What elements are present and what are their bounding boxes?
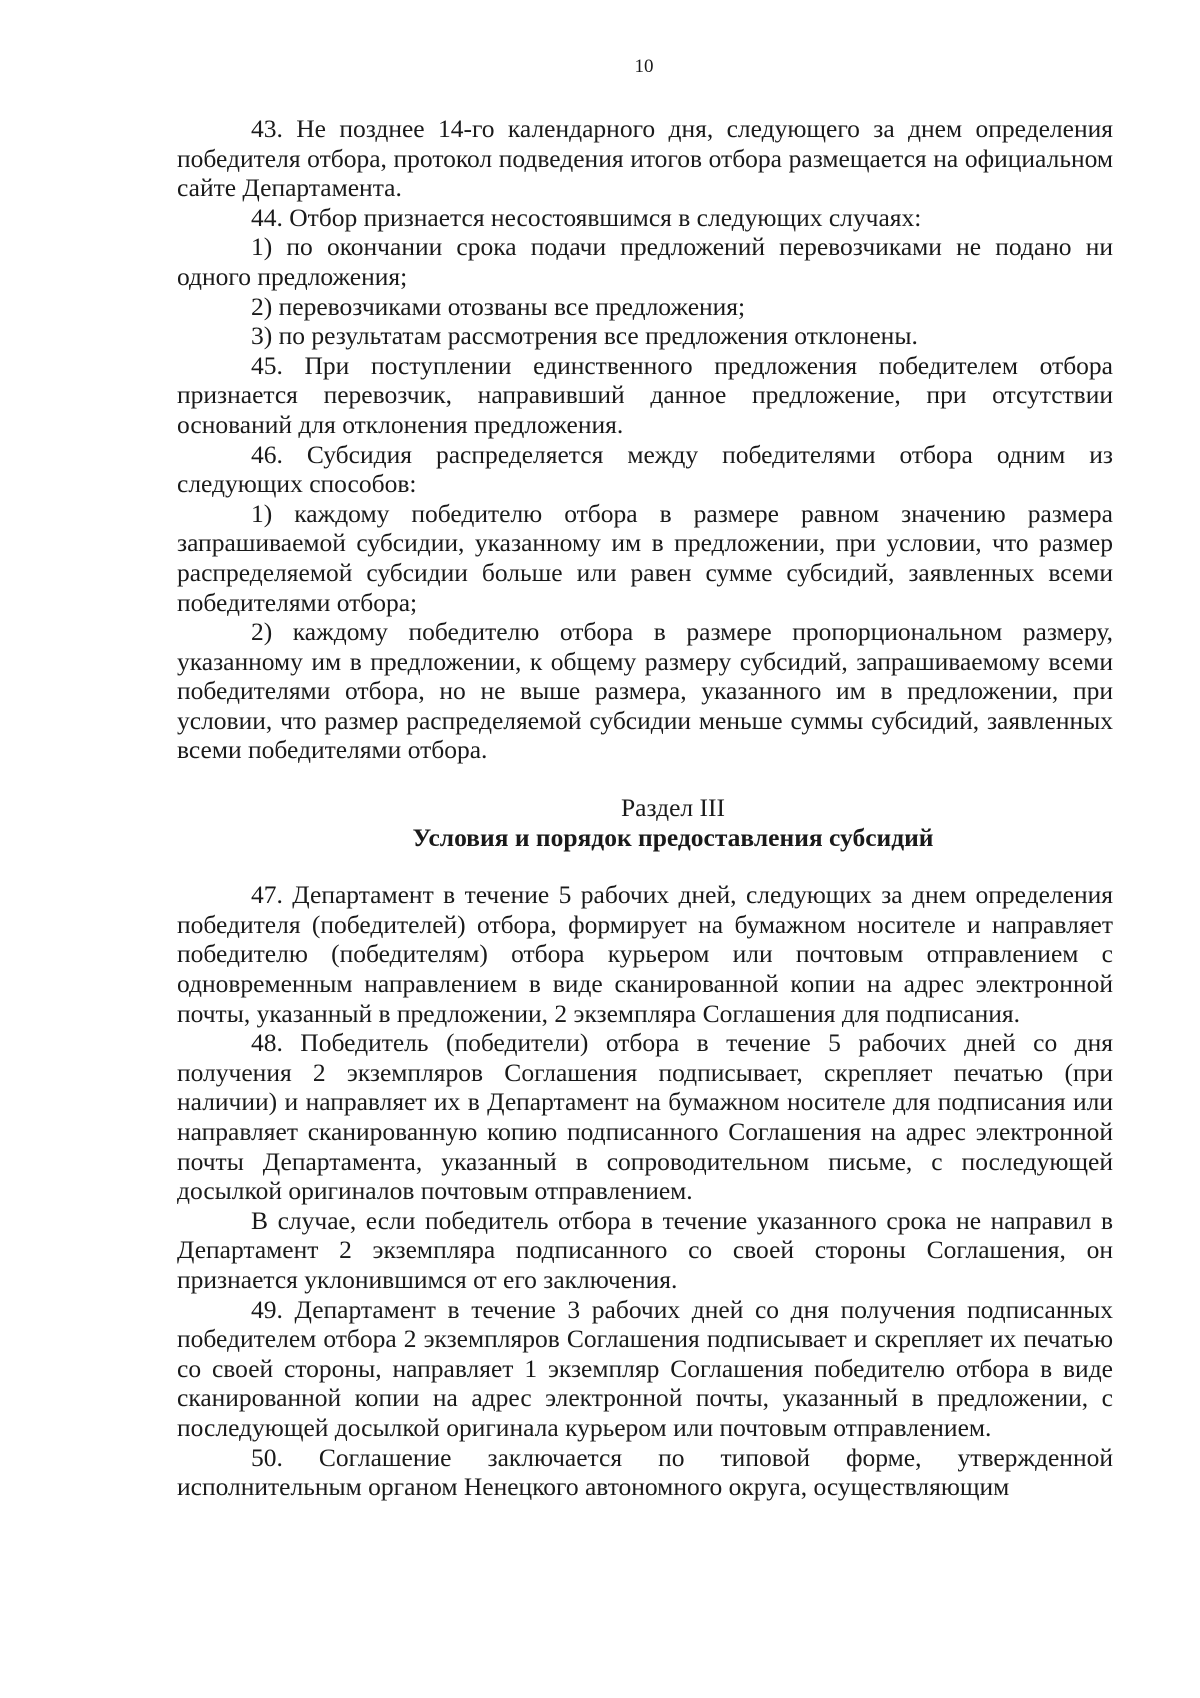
page-number: 10 — [634, 56, 654, 77]
paragraph-50: 50. Соглашение заключается по типовой форме, утвержденной исполнительным органом Ненецкого автономного округа, осуществляющим — [177, 1442, 1113, 1502]
paragraph-46: 46. Субсидия распределяется между победителями отбора одним из следующих способов: — [177, 439, 1113, 499]
paragraph-44-item-3: 3) по результатам рассмотрения все предложения отклонены. — [251, 321, 918, 351]
paragraph-45: 45. При поступлении единственного предложения победителем отбора признается перевозчик, направивший данное предложение, при отсутствии оснований для отклонения предложения. — [177, 350, 1113, 439]
paragraph-49: 49. Департамент в течение 3 рабочих дней со дня получения подписанных победителем отбора 2 экземпляров Соглашения подписывает и скрепляет их печатью со своей стороны, направляет 1 экземпляр Соглашения победителю отбора в виде сканированной копии на адрес электронной почты, указанный в предложении, с последующей досылкой оригинала курьером или почтовым отправлением. — [177, 1294, 1113, 1442]
paragraph-48: 48. Победитель (победители) отбора в течение 5 рабочих дней со дня получения 2 экземпляров Соглашения подписывает, скрепляет печатью (при наличии) и направляет их в Департамент на бумажном носителе для подписания или направляет сканированную копию подписанного Соглашения на адрес электронной почты Департамента, указанный в сопроводительном письме, с последующей досылкой оригиналов почтовым отправлением. — [177, 1028, 1113, 1206]
document-body — [177, 114, 1113, 1502]
paragraph-47: 47. Департамент в течение 5 рабочих дней, следующих за днем определения победителя (победителей) отбора, формирует на бумажном носителе и направляет победителю (победителям) отбора курьером или почтовым отправлением с одновременным направлением в виде сканированной копии на адрес электронной почты, указанный в предложении, 2 экземпляра Соглашения для подписания. — [177, 880, 1113, 1028]
paragraph-46-item-2: 2) каждому победителю отбора в размере пропорциональном размеру, указанному им в предложении, к общему размеру субсидий, запрашиваемому всеми победителями отбора, но не выше размера, указанного им в предложении, при условии, что размер распределяемой субсидии меньше суммы субсидий, заявленных всеми победителями отбора. — [177, 617, 1113, 765]
paragraph-48-continuation: В случае, если победитель отбора в течение указанного срока не направил в Департамент 2 экземпляра подписанного со своей стороны Соглашения, он признается уклонившимся от его заключения. — [177, 1205, 1113, 1294]
paragraph-46-item-1: 1) каждому победителю отбора в размере равном значению размера запрашиваемой субсидии, указанному им в предложении, при условии, что размер распределяемой субсидии больше или равен сумме субсидий, заявленных всеми победителями отбора; — [177, 498, 1113, 617]
paragraph-44-item-1: 1) по окончании срока подачи предложений перевозчиками не подано ни одного предложения; — [177, 232, 1113, 291]
paragraph-44-item-2: 2) перевозчиками отозваны все предложения; — [251, 291, 746, 321]
section-title: Условия и порядок предоставления субсидий — [412, 822, 934, 852]
section-label: Раздел III — [621, 793, 725, 823]
paragraph-43: 43. Не позднее 14-го календарного дня, следующего за днем определения победителя отбора, протокол подведения итогов отбора размещается на официальном сайте Департамента. — [177, 114, 1113, 203]
paragraph-44: 44. Отбор признается несостоявшимся в следующих случаях: — [251, 202, 922, 232]
section-heading — [177, 793, 1113, 852]
